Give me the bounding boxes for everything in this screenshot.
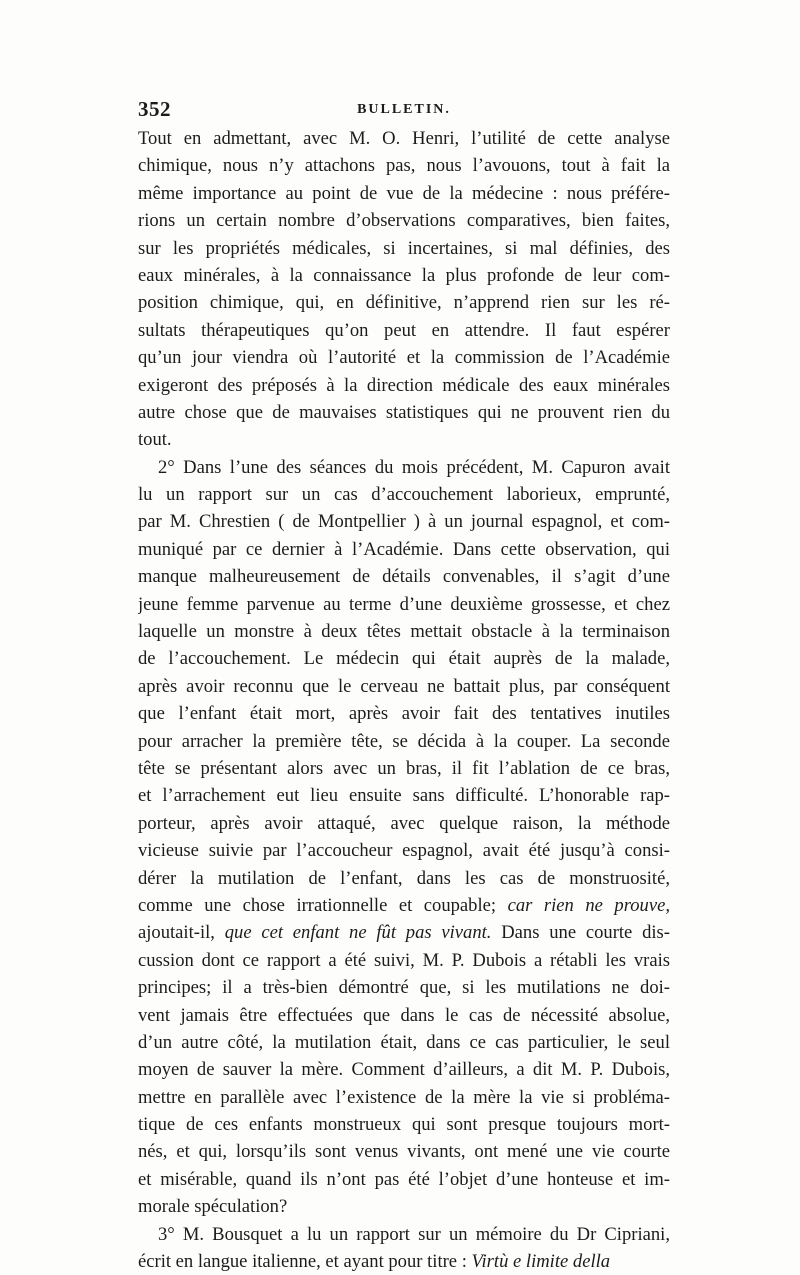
running-head: BULLETIN.	[357, 102, 451, 117]
paragraph	[138, 1221, 670, 1275]
text-segment: qu’un jour viendra où l’autorité et la commission de l’Académie	[138, 347, 670, 369]
text-segment: position chimique, qui, en définitive, n’apprend rien sur les ré-	[138, 292, 670, 314]
text-segment: et misérable, quand ils n’ont pas été l’objet d’une honteuse et im-	[138, 1168, 670, 1190]
text-line	[138, 1029, 670, 1056]
paragraph	[138, 125, 670, 454]
text-segment: même importance au point de vue de la médecine : nous préfére-	[138, 182, 670, 204]
text-line	[138, 317, 670, 344]
italic-text: Virtù e limite della	[471, 1251, 611, 1273]
text-line	[138, 372, 670, 399]
paragraph	[138, 454, 670, 1221]
text-line	[138, 125, 670, 152]
text-line	[138, 1111, 670, 1138]
text-line	[138, 1002, 670, 1029]
text-line	[138, 673, 670, 700]
text-segment: par M. Chrestien ( de Montpellier ) à un journal espagnol, et com-	[138, 511, 670, 533]
text-segment: vent jamais être effectuées que dans le cas de nécessité absolue,	[138, 1004, 670, 1026]
text-line	[138, 563, 670, 590]
text-line	[138, 344, 670, 371]
text-line	[138, 426, 670, 453]
text-segment: Dans une courte dis-	[491, 922, 670, 944]
text-line	[138, 919, 670, 946]
text-segment: tout.	[138, 429, 172, 451]
text-line	[138, 782, 670, 809]
text-line	[138, 728, 670, 755]
text-line	[138, 399, 670, 426]
text-segment: autre chose que de mauvaises statistiques qui ne prouvent rien du	[138, 401, 670, 423]
text-line	[138, 508, 670, 535]
text-line	[138, 947, 670, 974]
text-segment: eaux minérales, à la connaissance la plus profonde de leur com-	[138, 264, 670, 286]
text-segment: cussion dont ce rapport a été suivi, M. P. Dubois a rétabli les vrais	[138, 949, 670, 971]
body-text	[138, 125, 670, 1275]
text-line	[138, 645, 670, 672]
text-line	[138, 536, 670, 563]
book-page	[138, 97, 670, 1275]
text-segment: morale spéculation?	[138, 1196, 288, 1218]
text-segment: sultats thérapeutiques qu’on peut en attendre. Il faut espérer	[138, 319, 670, 341]
text-segment: après avoir reconnu que le cerveau ne battait plus, par conséquent	[138, 675, 670, 697]
text-segment: tique de ces enfants monstrueux qui sont presque toujours mort-	[138, 1114, 670, 1136]
page-number: 352	[138, 97, 171, 121]
text-segment: de l’accouchement. Le médecin qui était auprès de la malade,	[138, 648, 670, 670]
text-segment: et l’arrachement eut lieu ensuite sans difficulté. L’honorable rap-	[138, 785, 670, 807]
text-line	[138, 1248, 670, 1275]
text-segment: 3° M. Bousquet a lu un rapport sur un mémoire du Dr Cipriani,	[158, 1223, 670, 1245]
text-line	[138, 700, 670, 727]
text-line	[138, 289, 670, 316]
italic-text: car rien ne prouve,	[507, 894, 670, 916]
text-line	[138, 180, 670, 207]
text-segment: jeune femme parvenue au terme d’une deuxième grossesse, et chez	[138, 593, 670, 615]
text-line	[138, 1056, 670, 1083]
text-line	[138, 1221, 670, 1248]
text-line	[138, 152, 670, 179]
text-line	[138, 207, 670, 234]
text-segment: sur les propriétés médicales, si incertaines, si mal définies, des	[138, 237, 670, 259]
text-line	[138, 810, 670, 837]
text-segment: comme une chose irrationnelle et coupable;	[138, 894, 508, 916]
text-segment: écrit en langue italienne, et ayant pour titre :	[138, 1251, 472, 1273]
italic-text: que cet enfant ne fût pas vivant.	[224, 922, 492, 944]
text-segment: d’un autre côté, la mutilation était, dans ce cas particulier, le seul	[138, 1031, 670, 1053]
text-segment: Tout en admettant, avec M. O. Henri, l’utilité de cette analyse	[138, 128, 670, 149]
text-line	[138, 1193, 670, 1220]
text-line	[138, 1138, 670, 1165]
text-segment: que l’enfant était mort, après avoir fait des tentatives inutiles	[138, 703, 670, 725]
page-header	[138, 97, 670, 125]
text-line	[138, 591, 670, 618]
text-segment: 2° Dans l’une des séances du mois précédent, M. Capuron avait	[158, 456, 670, 478]
text-segment: principes; il a très-bien démontré que, si les mutilations ne doi-	[138, 977, 670, 999]
text-line	[138, 892, 670, 919]
text-segment: pour arracher la première tête, se décida à la couper. La seconde	[138, 730, 670, 752]
text-segment: manque malheureusement de détails convenables, il s’agit d’une	[138, 566, 670, 588]
text-segment: nés, et qui, lorsqu’ils sont venus vivants, ont mené une vie courte	[138, 1141, 670, 1163]
text-segment: muniqué par ce dernier à l’Académie. Dans cette observation, qui	[138, 538, 670, 560]
text-line	[138, 262, 670, 289]
text-line	[138, 481, 670, 508]
text-line	[138, 865, 670, 892]
text-segment: laquelle un monstre à deux têtes mettait obstacle à la terminaison	[138, 621, 670, 643]
text-segment: moyen de sauver la mère. Comment d’ailleurs, a dit M. P. Dubois,	[138, 1059, 670, 1081]
text-segment: chimique, nous n’y attachons pas, nous l’avouons, tout à fait la	[138, 155, 670, 177]
text-line	[138, 235, 670, 262]
text-segment: ajoutait-il,	[138, 922, 225, 944]
text-segment: dérer la mutilation de l’enfant, dans les cas de monstruosité,	[138, 867, 670, 889]
text-line	[138, 974, 670, 1001]
text-segment: lu un rapport sur un cas d’accouchement laborieux, emprunté,	[138, 484, 670, 506]
text-segment: rions un certain nombre d’observations comparatives, bien faites,	[138, 210, 670, 232]
text-line	[138, 755, 670, 782]
text-segment: porteur, après avoir attaqué, avec quelque raison, la méthode	[138, 812, 670, 834]
text-line	[138, 1084, 670, 1111]
text-line	[138, 837, 670, 864]
text-line	[138, 618, 670, 645]
text-line	[138, 1166, 670, 1193]
text-segment: exigeront des préposés à la direction médicale des eaux minérales	[138, 374, 670, 396]
text-line	[138, 454, 670, 481]
text-segment: tête se présentant alors avec un bras, il fit l’ablation de ce bras,	[138, 757, 670, 779]
text-segment: mettre en parallèle avec l’existence de la mère la vie si probléma-	[138, 1086, 670, 1108]
text-segment: vicieuse suivie par l’accoucheur espagnol, avait été jusqu’à consi-	[138, 840, 670, 862]
